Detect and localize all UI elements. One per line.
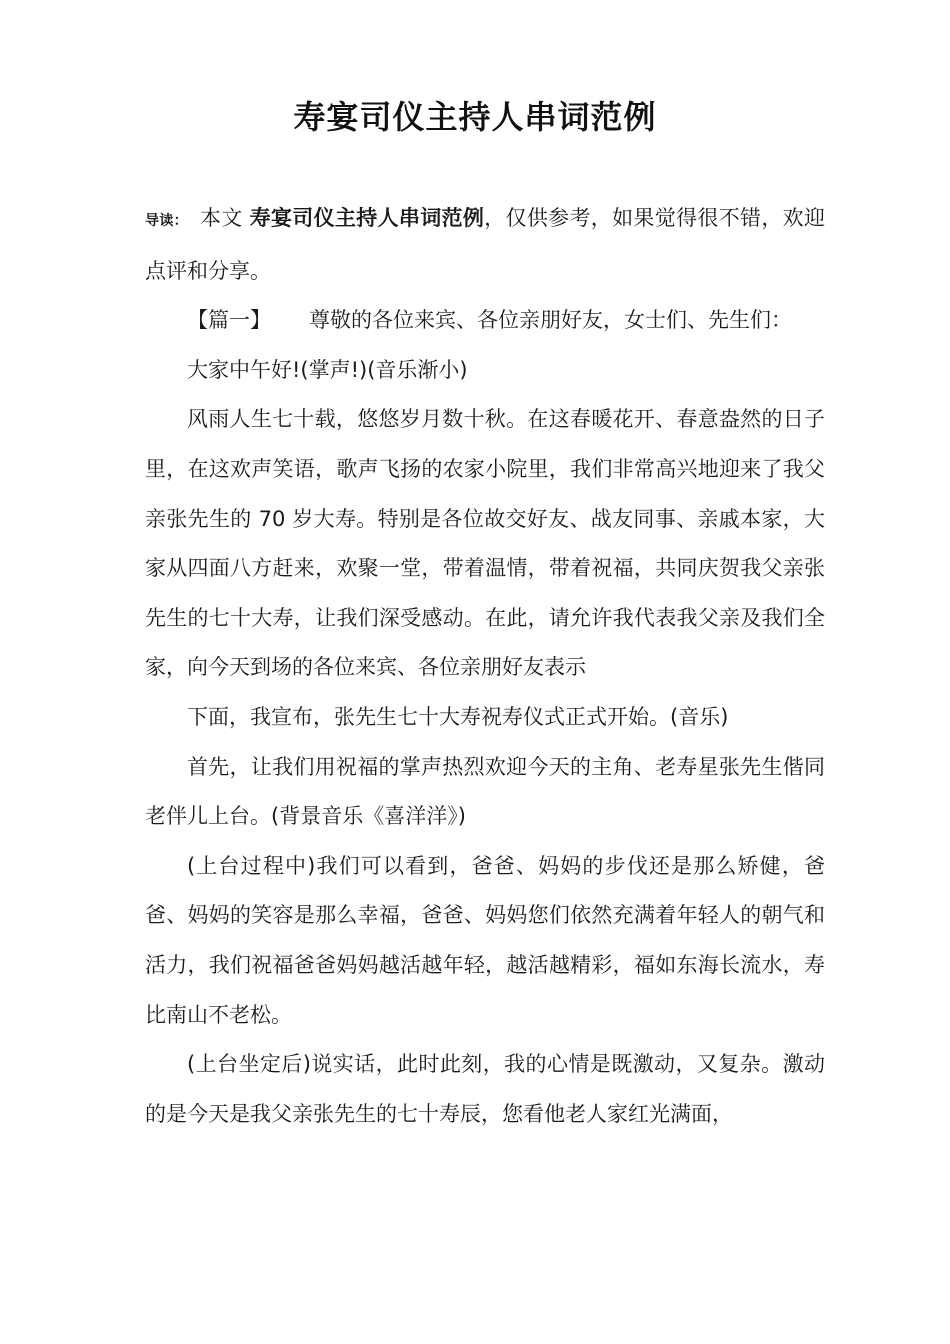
- section-marker: 【篇一】: [187, 308, 271, 333]
- section-heading-paragraph: [145, 296, 825, 346]
- body-paragraph: 下面，我宣布，张先生七十大寿祝寿仪式正式开始。(音乐): [187, 704, 729, 729]
- lead-label: 导读：: [145, 213, 188, 229]
- body-paragraph: 风雨人生七十载，悠悠岁月数十秋。在这春暖花开、春意盎然的日子里，在这欢声笑语，歌声飞扬的农家小院里，我们非常高兴地迎来了我父亲张先生的 70 岁大寿。特别是各位故交好友、战友同事、亲戚本家，大家从四面八方赶来，欢聚一堂，带着温情，带着祝福，共同庆贺我父亲张先生的七十大寿，让我们深受感动。在此，请允许我代表我父亲及我们全家，向今天到场的各位来宾、各位亲朋好友表示: [145, 407, 825, 680]
- body-paragraph: 首先，让我们用祝福的掌声热烈欢迎今天的主角、老寿星张先生偕同老伴儿上台。(背景音乐《喜洋洋》): [145, 754, 825, 829]
- body-paragraph: (上台过程中)我们可以看到，爸爸、妈妈的步伐还是那么矫健，爸爸、妈妈的笑容是那么幸福，爸爸、妈妈您们依然充满着年轻人的朝气和活力，我们祝福爸爸妈妈越活越年轻，越活越精彩，福如东海长流水，寿比南山不老松。: [145, 853, 825, 1027]
- body-paragraph: 大家中午好!(掌声!)(音乐渐小): [187, 357, 468, 382]
- lead-bold-title: 寿宴司仪主持人串词范例: [249, 206, 485, 230]
- section-greeting: 尊敬的各位来宾、各位亲朋好友，女士们、先生们：: [309, 308, 792, 333]
- document-title: 寿宴司仪主持人串词范例: [293, 98, 657, 136]
- lead-text-before: 本文: [199, 206, 250, 230]
- body-paragraph: (上台坐定后)说实话，此时此刻，我的心情是既激动，又复杂。激动的是今天是我父亲张先生的七十寿辰，您看他老人家红光满面，: [145, 1052, 825, 1126]
- lead-paragraph: [145, 194, 825, 296]
- lead-text-after: ，仅供参考，如果觉得很不错，欢迎点评和分享。: [145, 206, 826, 283]
- document-body: [145, 194, 825, 1139]
